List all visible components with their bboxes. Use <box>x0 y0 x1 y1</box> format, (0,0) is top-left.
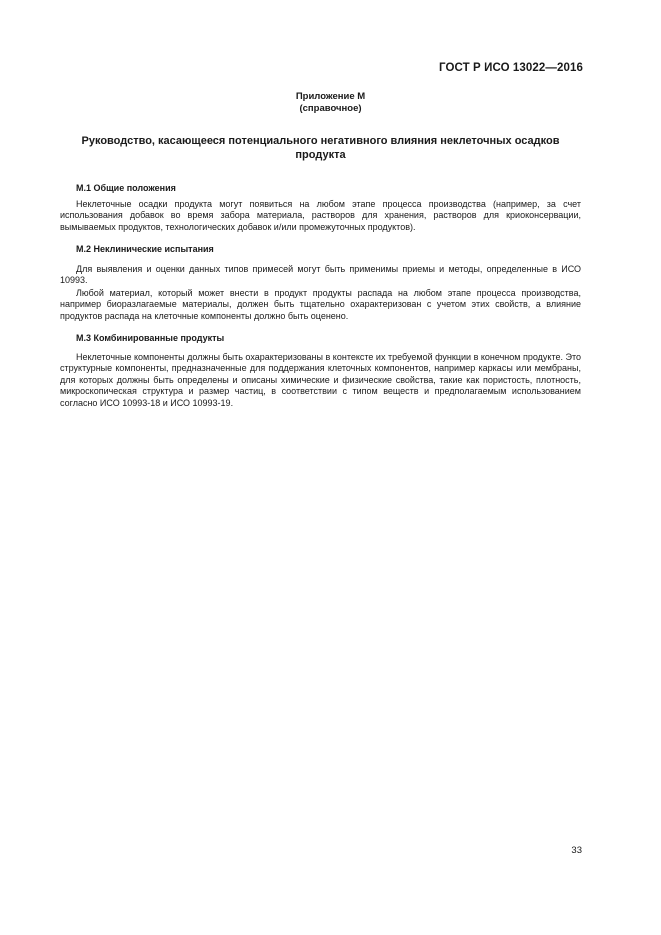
section-heading-m1: М.1 Общие положения <box>76 183 176 193</box>
section-m1-paragraph-1: Неклеточные осадки продукта могут появиться на любом этапе процесса производства (например, за счет использования добавок во время забора материала, растворов для хранения, растворов для криоконсервации, вымываемых продуктов, технологических добавок и/или промежуточных продуктов). <box>60 199 581 232</box>
section-heading-m3: М.3 Комбинированные продукты <box>76 333 225 343</box>
annex-title: Приложение М <box>295 91 366 102</box>
section-m2-paragraph-1: Для выявления и оценки данных типов примесей могут быть применимы приемы и методы, определенные в ИСО 10993. <box>60 264 581 286</box>
section-m2-paragraph-2: Любой материал, который может внести в продукт продукты распада на любом этапе процесса производства, например биоразлагаемые материалы, должен быть тщательно охарактеризован с учетом этих свойств, а влияние продуктов распада на клеточные компоненты должно быть оценено. <box>60 288 581 321</box>
page-title-line-1: Руководство, касающееся потенциального негативного влияния неклеточных осадков <box>81 135 560 147</box>
page-title <box>60 134 581 162</box>
document-code: ГОСТ Р ИСО 13022—2016 <box>438 62 583 74</box>
section-m3-paragraph-1: Неклеточные компоненты должны быть охарактеризованы в контексте их требуемой функции в конечном продукте. Это структурные компоненты, предназначенные для поддержания клеточных компонентов, например каркасы или мембраны, для которых должны быть определены и описаны химические и физические свойства, такие как пористость, плотность, микроскопическая структура и размер частиц, в соответствии с типом веществ и предполагаемым использованием согласно ИСО 10993-18 и ИСО 10993-19. <box>60 352 581 408</box>
annex-type: (справочное) <box>299 103 362 114</box>
page-title-line-2: продукта <box>295 149 346 161</box>
page-number: 33 <box>571 845 582 856</box>
annex-label <box>0 91 661 115</box>
section-heading-m2: М.2 Неклинические испытания <box>76 244 214 254</box>
